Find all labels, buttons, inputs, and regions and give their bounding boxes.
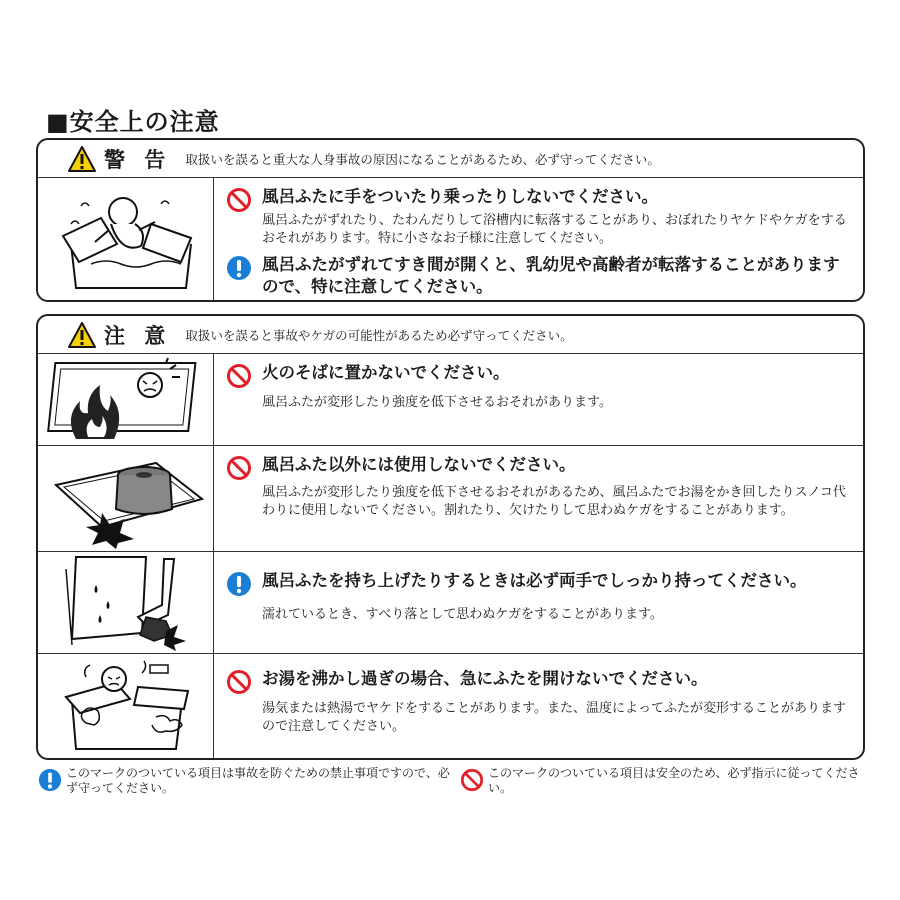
- caution-row-hot-water: [38, 654, 863, 758]
- caution-title: 注 意: [104, 323, 172, 348]
- legend-mandatory-text: このマークのついている項目は事故を防ぐための禁止事項ですので、必ず守ってください。: [66, 766, 450, 795]
- caution-item-misuse: [226, 454, 853, 520]
- prohibition-icon: [460, 768, 484, 792]
- warning-panel: [36, 138, 865, 302]
- warning-item: [226, 254, 853, 298]
- caution-heading-misuse: 風呂ふた以外には使用しないでください。: [262, 455, 576, 474]
- lifting-lid-illustration: [38, 552, 214, 653]
- caution-detail-hot-water: 湯気または熱湯でヤケドをすることがあります。また、温度によってふたが変形することがありますので注意してください。: [262, 701, 846, 734]
- warning-title: 警 告: [104, 147, 172, 172]
- warning-detail-1: 風呂ふたがずれたり、たわんだりして浴槽内に転落することがあり、おぼれたりヤケドやケガをするおそれがあります。特に小さなお子様に注意してください。: [262, 213, 847, 246]
- prohibition-icon: [226, 455, 252, 481]
- prohibition-icon: [226, 187, 252, 213]
- caution-item-two-hands: [226, 570, 853, 624]
- caution-heading-hot-water: お湯を沸かし過ぎの場合、急にふたを開けないでください。: [262, 669, 708, 688]
- child-falling-illustration: [38, 178, 214, 300]
- stool-on-lid-illustration: [38, 446, 214, 551]
- caution-body-fire: [214, 354, 863, 445]
- page-title: ■安全上の注意: [46, 108, 220, 136]
- warning-row: [38, 178, 863, 300]
- caution-detail-two-hands: 濡れているとき、すべり落として思わぬケガをすることがあります。: [262, 607, 663, 622]
- caution-heading-two-hands: 風呂ふたを持ち上げたりするときは必ず両手でしっかり持ってください。: [262, 571, 807, 590]
- legend-prohibition-text: このマークのついている項目は安全のため、必ず指示に従ってください。: [488, 766, 860, 795]
- warning-body: [214, 178, 863, 300]
- caution-row-misuse: [38, 446, 863, 552]
- caution-detail-misuse: 風呂ふたが変形したり強度を低下させるおそれがあるため、風呂ふたでお湯をかき回したりスノコ代わりに使用しないでください。割れたり、欠けたりして思わぬケガをすることがあります。: [262, 485, 846, 518]
- caution-header: [38, 316, 863, 354]
- warning-item: [226, 186, 853, 248]
- caution-row-fire: [38, 354, 863, 446]
- mandatory-icon: [226, 255, 252, 281]
- warning-heading-2: 風呂ふたがずれてすき間が開くと、乳幼児や高齢者が転落することがありますので、特に注意してください。: [262, 255, 840, 296]
- caution-body-two-hands: [214, 552, 863, 653]
- caution-description: 取扱いを誤ると事故やケガの可能性があるため必ず守ってください。: [185, 327, 573, 343]
- prohibition-icon: [226, 669, 252, 695]
- hot-steam-illustration: [38, 654, 214, 758]
- legend-prohibition: [460, 766, 870, 796]
- fire-illustration: [38, 354, 214, 445]
- warning-triangle-icon: [68, 322, 96, 348]
- caution-item-hot-water: [226, 668, 853, 736]
- caution-row-two-hands: [38, 552, 863, 654]
- warning-heading-1: 風呂ふたに手をついたり乗ったりしないでください。: [262, 187, 658, 206]
- warning-description: 取扱いを誤ると重大な人身事故の原因になることがあるため、必ず守ってください。: [185, 151, 660, 167]
- caution-item-fire: [226, 362, 853, 412]
- mandatory-icon: [38, 768, 62, 792]
- prohibition-icon: [226, 363, 252, 389]
- caution-body-misuse: [214, 446, 863, 551]
- caution-heading-fire: 火のそばに置かないでください。: [262, 363, 510, 382]
- caution-body-hot-water: [214, 654, 863, 758]
- mandatory-icon: [226, 571, 252, 597]
- caution-detail-fire: 風呂ふたが変形したり強度を低下させるおそれがあります。: [262, 395, 612, 410]
- warning-triangle-icon: [68, 146, 96, 172]
- legend-mandatory: [38, 766, 458, 796]
- warning-header: [38, 140, 863, 178]
- caution-panel: [36, 314, 865, 760]
